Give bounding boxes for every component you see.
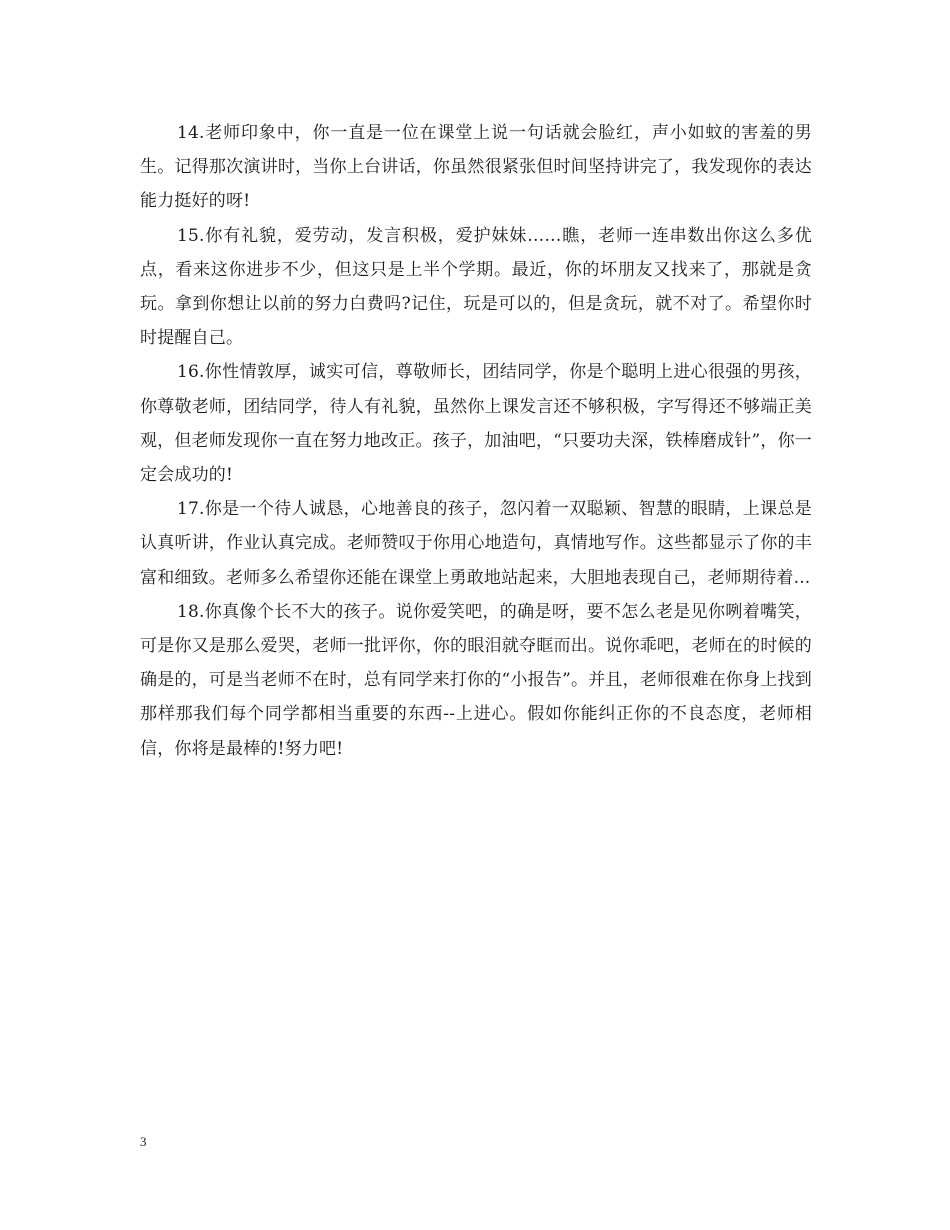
comment-paragraph-16: 16.你性情敦厚，诚实可信，尊敬师长，团结同学，你是个聪明上进心很强的男孩，你尊敬老师，团结同学，待人有礼貌，虽然你上课发言还不够积极，字写得还不够端正美观，但老师发现你一直在努力地改正。孩子，加油吧，“只要功夫深，铁棒磨成针”，你一定会成功的! <box>140 362 812 486</box>
comment-paragraph-17: 17.你是一个待人诚恳，心地善良的孩子，忽闪着一双聪颖、智慧的眼睛，上课总是认真听讲，作业认真完成。老师赞叹于你用心地造句，真情地写作。这些都显示了你的丰富和细致。老师多么希望你还能在课堂上勇敢地站起来，大胆地表现自己，老师期待着... <box>140 499 812 588</box>
comment-paragraph-15: 15.你有礼貌，爱劳动，发言积极，爱护妹妹……瞧，老师一连串数出你这么多优点，看来这你进步不少，但这只是上半个学期。最近，你的坏朋友又找来了，那就是贪玩。拿到你想让以前的努力白费吗?记住，玩是可以的，但是贪玩，就不对了。希望你时时提醒自己。 <box>140 225 812 349</box>
comment-paragraph-14: 14.老师印象中，你一直是一位在课堂上说一句话就会脸红，声小如蚊的害羞的男生。记得那次演讲时，当你上台讲话，你虽然很紧张但时间坚持讲完了，我发现你的表达能力挺好的呀! <box>140 123 812 212</box>
page-number: 3 <box>140 1134 147 1149</box>
comment-paragraph-18: 18.你真像个长不大的孩子。说你爱笑吧，的确是呀，要不怎么老是见你咧着嘴笑，可是你又是那么爱哭，老师一批评你，你的眼泪就夺眶而出。说你乖吧，老师在的时候的确是的，可是当老师不在时，总有同学来打你的“小报告”。并且，老师很难在你身上找到那样那我们每个同学都相当重要的东西--上进心。假如你能纠正你的不良态度，老师相信，你将是最棒的!努力吧! <box>140 601 812 759</box>
document-body <box>140 116 812 766</box>
